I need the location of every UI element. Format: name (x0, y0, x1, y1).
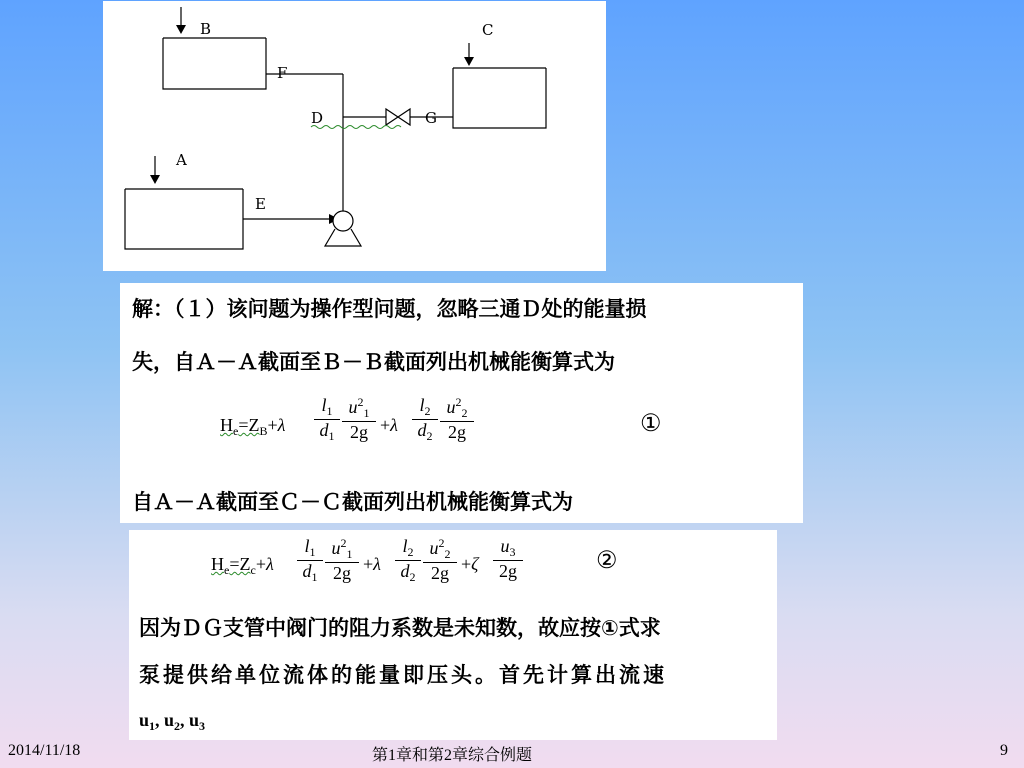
label-g: G (425, 109, 437, 127)
label-e: E (255, 195, 266, 213)
footer-date: 2014/11/18 (8, 742, 81, 759)
equation-1 (220, 395, 680, 465)
level-arrow-b-icon (176, 25, 186, 34)
piping-diagram (103, 1, 606, 271)
level-arrow-c-icon (464, 57, 474, 66)
eq2-plus-zeta: +ζ (461, 554, 479, 574)
pump-icon (333, 211, 353, 231)
equation-2 (211, 536, 731, 600)
solution-line-3: 自Ａ－Ａ截面至Ｃ－Ｃ截面列出机械能衡算式为 (132, 490, 573, 514)
flow-diagram-panel (103, 1, 606, 271)
eq1-lhs: $H_e=Z_B+\lambda$ (220, 415, 286, 438)
solution-line-6: $u_1$, $u_2$, $u_3$ (139, 710, 206, 733)
label-b: B (200, 20, 212, 38)
eq2-frac-u3-2g: $u_3$ 2g (493, 536, 523, 582)
eq2-lhs: $H_e=Z_c+\lambda$ (211, 554, 274, 577)
eq2-frac-u1-2g: $u^2_1$ 2g (325, 536, 359, 584)
footer-title: 第1章和第2章综合例题 (372, 747, 533, 764)
label-c: C (482, 21, 494, 39)
tank-c (453, 68, 546, 128)
solution-line-1: 解：（１）该问题为操作型问题，忽略三通Ｄ处的能量损 (132, 297, 647, 321)
tank-a (125, 189, 243, 249)
label-f: F (277, 64, 288, 82)
eq2-plus-lambda: +λ (363, 554, 381, 574)
solution-line-4: 因为ＤＧ支管中阀门的阻力系数是未知数，故应按①式求 (139, 616, 661, 640)
equation-1-marker: ① (640, 411, 662, 437)
solution-line-5: 泵提供给单位流体的能量即压头。首先计算出流速 (139, 663, 667, 687)
label-d: D (311, 109, 324, 127)
eq2-frac-u2-2g: $u^2_2$ 2g (423, 536, 457, 584)
footer-page-number: 9 (1000, 742, 1008, 759)
valve-icon (386, 109, 410, 125)
eq1-frac-u1-2g: $u^2_1$ 2g (342, 395, 376, 443)
eq1-frac-l2-d2: $l_2$ $d_2$ (412, 395, 438, 444)
level-arrow-a-icon (150, 175, 160, 184)
eq2-frac-l1-d1: $l_1$ $d_1$ (297, 536, 323, 585)
eq2-frac-l2-d2: $l_2$ $d_2$ (395, 536, 421, 585)
eq1-frac-l1-d1: $l_1$ $d_1$ (314, 395, 340, 444)
solution-panel-2 (129, 530, 777, 740)
eq1-plus-lambda: +λ (380, 415, 398, 435)
equation-2-marker: ② (596, 548, 618, 574)
tank-b (163, 38, 266, 89)
solution-line-2: 失，自Ａ－Ａ截面至Ｂ－Ｂ截面列出机械能衡算式为 (132, 350, 615, 374)
solution-panel-1 (120, 283, 803, 523)
eq1-frac-u2-2g: $u^2_2$ 2g (440, 395, 474, 443)
label-a: A (176, 151, 187, 169)
